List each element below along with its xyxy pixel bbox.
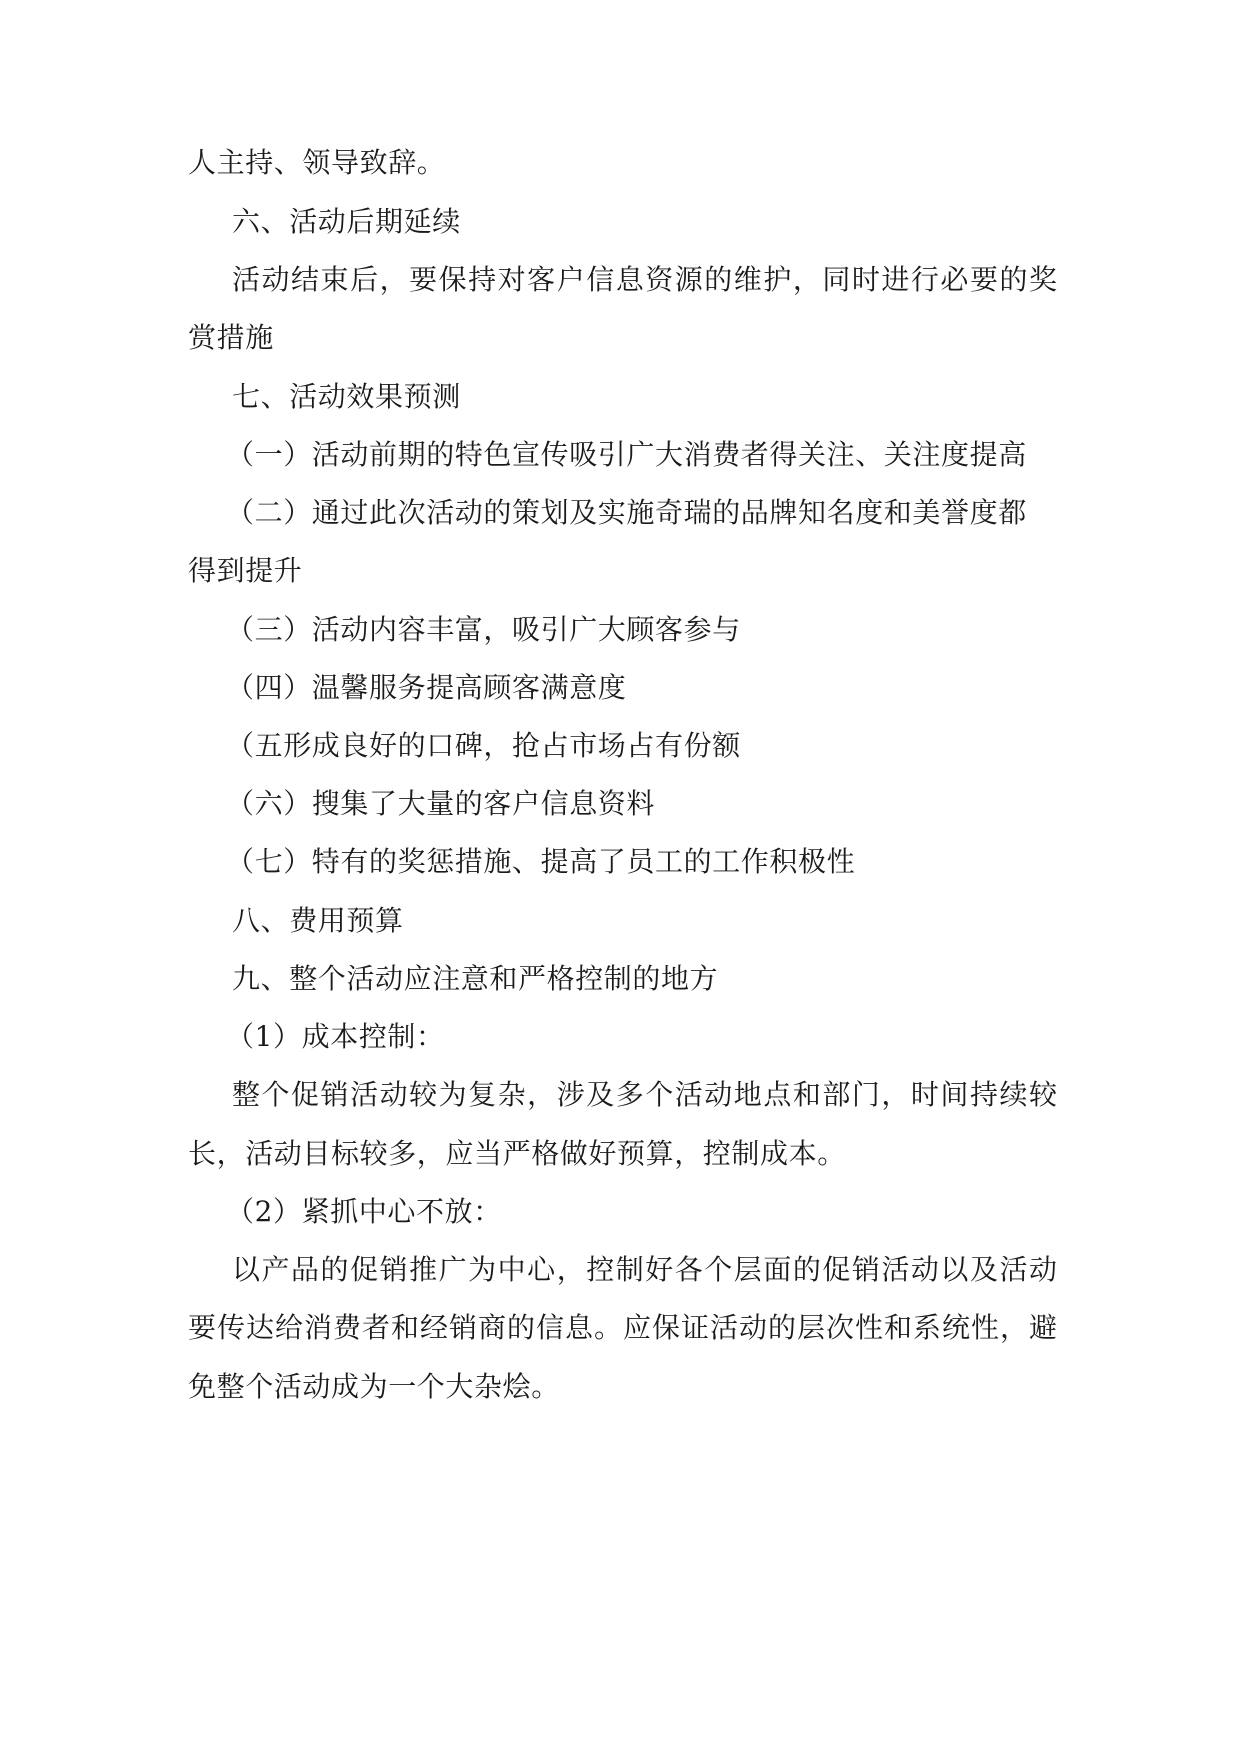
text-line: 要传达给消费者和经销商的信息。应保证活动的层次性和系统性，避 [188,1311,1057,1344]
section-heading: 九、整个活动应注意和严格控制的地方 [232,962,719,995]
list-item: （一）活动前期的特色宣传吸引广大消费者得关注、关注度提高 [226,438,1027,471]
sub-heading: （2）紧抓中心不放： [226,1195,502,1228]
sub-heading: （1）成本控制： [226,1020,445,1053]
text-line: 以产品的促销推广为中心，控制好各个层面的促销活动以及活动 [232,1253,1057,1286]
text-line: 人主持、领导致辞。 [188,146,446,179]
list-item: （五形成良好的口碑，抢占市场占有份额 [226,729,741,762]
list-item: （四）温馨服务提高顾客满意度 [226,671,627,704]
section-heading: 八、费用预算 [232,904,404,937]
section-heading: 六、活动后期延续 [232,205,461,238]
list-item: （二）通过此次活动的策划及实施奇瑞的品牌知名度和美誉度都 [226,496,1027,529]
text-line: 赏措施 [188,321,274,354]
section-heading: 七、活动效果预测 [232,380,461,413]
text-line: 免整个活动成为一个大杂烩。 [188,1370,560,1403]
list-item: （三）活动内容丰富，吸引广大顾客参与 [226,613,741,646]
text-line: 活动结束后，要保持对客户信息资源的维护，同时进行必要的奖 [232,263,1057,296]
text-line: 整个促销活动较为复杂，涉及多个活动地点和部门，时间持续较 [232,1078,1057,1111]
text-line: 得到提升 [188,554,303,587]
text-line: 长，活动目标较多，应当严格做好预算，控制成本。 [188,1137,846,1170]
list-item: （六）搜集了大量的客户信息资料 [226,787,656,820]
list-item: （七）特有的奖惩措施、提高了员工的工作积极性 [226,845,856,878]
